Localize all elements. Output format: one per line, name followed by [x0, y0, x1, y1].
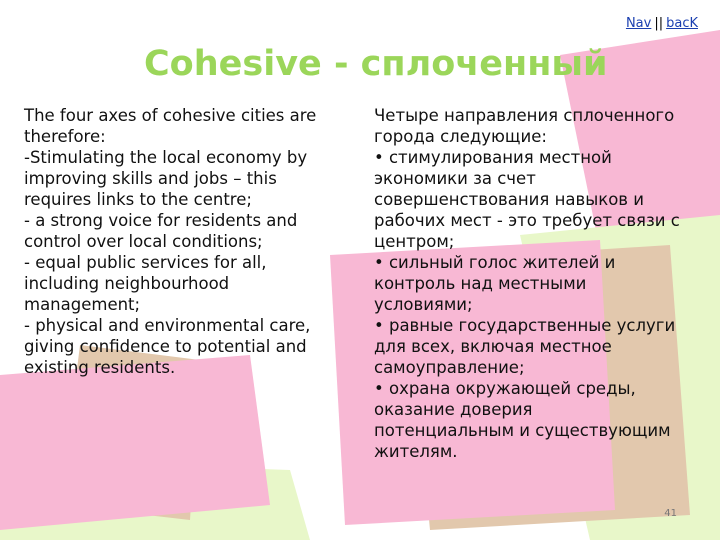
- nav-link[interactable]: Nav: [625, 16, 652, 31]
- english-line: The four axes of cohesive cities are: [24, 106, 317, 125]
- russian-line: Четыре направления сплоченного: [374, 106, 675, 125]
- english-text-block: [24, 105, 316, 378]
- english-line: including neighbourhood: [24, 274, 230, 293]
- russian-line: самоуправление;: [374, 358, 525, 377]
- russian-line: контроль над местными: [374, 274, 587, 293]
- english-line: management;: [24, 295, 141, 314]
- english-line: improving skills and jobs – this: [24, 169, 277, 188]
- russian-line: • стимулирования местной: [374, 148, 612, 167]
- russian-line: рабочих мест - это требует связи с: [374, 211, 680, 230]
- russian-line: экономики за счет: [374, 169, 536, 188]
- russian-line: • охрана окружающей среды,: [374, 379, 636, 398]
- russian-line: совершенствования навыков и: [374, 190, 644, 209]
- slide-title: Cohesive - сплоченный: [144, 44, 608, 84]
- russian-line: центром;: [374, 232, 455, 251]
- english-line: - a strong voice for residents and: [24, 211, 298, 230]
- nav-separator: ||: [654, 16, 664, 31]
- back-link[interactable]: bacK: [666, 16, 698, 31]
- russian-line: • равные государственные услуги: [374, 316, 676, 335]
- russian-line: условиями;: [374, 295, 473, 314]
- russian-line: жителям.: [374, 442, 458, 461]
- english-line: - physical and environmental care,: [24, 316, 311, 335]
- russian-line: города следующие:: [374, 127, 547, 146]
- russian-line: оказание доверия: [374, 400, 533, 419]
- english-line: existing residents.: [24, 358, 176, 377]
- russian-text-block: [374, 105, 680, 462]
- english-line: giving confidence to potential and: [24, 337, 307, 356]
- english-line: requires links to the centre;: [24, 190, 252, 209]
- page-number: 41: [664, 508, 677, 519]
- english-line: -Stimulating the local economy by: [24, 148, 308, 167]
- english-line: therefore:: [24, 127, 106, 146]
- nav-links: [626, 16, 698, 31]
- russian-line: • сильный голос жителей и: [374, 253, 616, 272]
- russian-line: потенциальным и существующим: [374, 421, 671, 440]
- english-line: - equal public services for all,: [24, 253, 267, 272]
- english-line: control over local conditions;: [24, 232, 263, 251]
- russian-line: для всех, включая местное: [374, 337, 612, 356]
- deco-pink-bottom-left: [0, 355, 270, 530]
